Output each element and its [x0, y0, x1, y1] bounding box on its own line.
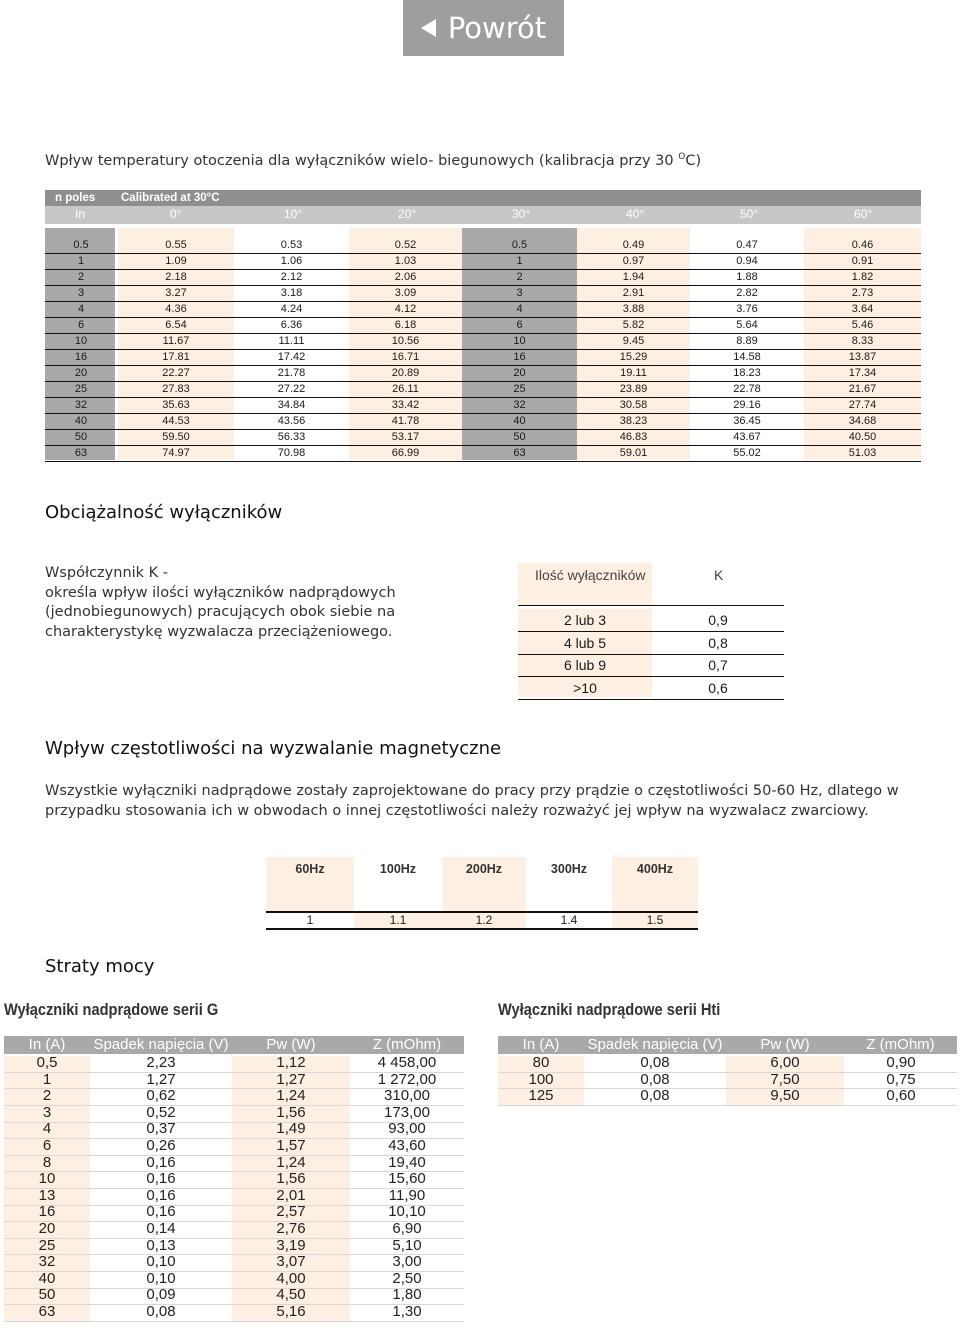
temp-table-row-cell: 16 — [513, 351, 526, 363]
g-table-row-cell: 63 — [38, 1303, 56, 1320]
k-table-row — [518, 632, 784, 655]
g-table-row-cell: 3 — [42, 1103, 52, 1121]
temp-table-row-cell: 8.33 — [851, 335, 874, 347]
g-table-row-cell: 0,62 — [146, 1087, 176, 1105]
g-table-row-cell: 1,56 — [276, 1103, 306, 1121]
temp-table-row-cell: 2.73 — [851, 287, 874, 299]
g-table-row-cell: 32 — [38, 1253, 56, 1271]
freq-col — [354, 857, 442, 911]
g-table-row-cell: 173,00 — [384, 1103, 430, 1121]
temp-table-row-cell: 25 — [74, 383, 88, 395]
g-table-row-cell: 19,40 — [388, 1153, 426, 1171]
temp-table-row-cell: 1.09 — [165, 255, 187, 267]
temp-table-row-cell: 3.88 — [622, 303, 645, 315]
k-table-row-cell: 0,6 — [708, 679, 728, 696]
freq-header: 400Hz — [636, 862, 674, 876]
temp-table-row-cell: 23.89 — [619, 383, 648, 395]
temp-table-row-cell: 2.06 — [394, 271, 417, 283]
freq-bottom-line — [266, 928, 698, 930]
temp-table-row — [45, 381, 921, 398]
g-table-row-cell: 1 — [42, 1070, 52, 1088]
table-hti-title: Wyłączniki nadprądowe serii Hti — [498, 1000, 721, 1019]
temp-table-row-cell: 2 — [516, 271, 523, 283]
temp-table-row-cell: 0.97 — [622, 255, 645, 267]
temp-header-temps — [45, 206, 921, 224]
freq-col — [266, 857, 354, 911]
g-table-row-cell: 2 — [42, 1087, 52, 1105]
freq-value: 1.2 — [475, 913, 493, 927]
k-table-row-cell: 0,7 — [708, 657, 728, 673]
header-temp: 60° — [854, 207, 873, 221]
g-table-row-cell: 0,52 — [146, 1103, 176, 1121]
g-table-row-cell: 0,10 — [146, 1269, 176, 1287]
temp-table-row-cell: 25 — [513, 383, 526, 395]
temp-table-row-cell: 1 — [77, 255, 85, 267]
hti-table-row-cell: 125 — [528, 1087, 554, 1105]
temp-table-row-cell: 21.78 — [277, 367, 306, 379]
temp-table-row-cell: 34.84 — [277, 399, 306, 411]
g-table-row-cell: 3,07 — [276, 1253, 306, 1271]
g-table-row-cell: 2,01 — [276, 1186, 306, 1204]
g-table-row-cell: 0,5 — [36, 1054, 58, 1071]
temp-table-row — [45, 397, 921, 414]
temp-table-row-cell: 27.83 — [162, 383, 190, 395]
g-header — [4, 1036, 464, 1054]
temp-table-row-cell: 4.24 — [280, 303, 303, 315]
hti-table-row-cell: 0,60 — [886, 1087, 916, 1105]
g-table-row-cell: 1,27 — [146, 1070, 176, 1088]
temp-table-row-cell: 1 — [516, 255, 523, 267]
temp-table-row — [45, 269, 921, 286]
temp-table-row-cell: 59.01 — [619, 447, 648, 459]
header-temp: 0° — [170, 207, 182, 221]
k-table-row-cell: 6 lub 9 — [563, 657, 607, 673]
back-button-label: Powrót — [447, 11, 547, 45]
temp-table-row-cell: 2.18 — [165, 271, 187, 283]
temp-table-row-cell: 74.97 — [162, 447, 190, 459]
temp-table-row-cell: 10.56 — [391, 335, 420, 347]
hti-table-row-cell: 0,08 — [640, 1070, 670, 1088]
hti-table-row-cell: 100 — [528, 1070, 554, 1088]
hti-header — [498, 1036, 957, 1054]
g-table-row-cell: 8 — [42, 1153, 52, 1171]
temp-table-row-cell: 30.58 — [619, 399, 648, 411]
temp-table-row-cell: 27.74 — [848, 399, 877, 411]
g-table-row-cell: 0,16 — [146, 1170, 176, 1188]
temp-title-end: C) — [685, 152, 702, 169]
temp-table-row-cell: 11.67 — [162, 335, 190, 347]
temp-table-row-cell: 50 — [74, 431, 88, 443]
k-table-row-cell: >10 — [573, 679, 597, 696]
temp-table-row-cell: 3.27 — [165, 287, 187, 299]
temp-table-row-cell: 0.49 — [622, 239, 645, 251]
loss-table-g — [4, 1036, 464, 1322]
temp-table-row-cell: 40.50 — [848, 431, 877, 443]
freq-value: 1.1 — [389, 913, 407, 927]
g-table-row-cell: 20 — [38, 1220, 56, 1237]
temp-table-row-cell: 3.64 — [851, 303, 874, 315]
temp-table-row-cell: 17.42 — [277, 351, 306, 363]
g-table-row-cell: 310,00 — [384, 1087, 430, 1105]
g-table-row-cell: 1,57 — [276, 1137, 306, 1154]
load-section-title: Obciążalność wyłączników — [45, 502, 283, 523]
temp-table-row-cell: 35.63 — [162, 399, 190, 411]
temp-table-row-cell: 20 — [74, 367, 88, 379]
g-table-row-cell: 1,49 — [276, 1120, 306, 1138]
temp-table-row-cell: 33.42 — [391, 399, 420, 411]
freq-col — [526, 857, 612, 911]
temp-table-row — [45, 317, 921, 334]
temp-table-row-cell: 6.18 — [394, 319, 417, 331]
freq-section-title: Wpływ częstotliwości na wyzwalanie magnetyczne — [45, 738, 502, 759]
freq-header: 300Hz — [550, 862, 588, 876]
g-table-row-cell: 0,14 — [146, 1220, 176, 1237]
g-table-row-cell: 1,12 — [276, 1054, 306, 1071]
k-table-row-cell: 2 lub 3 — [563, 612, 607, 628]
freq-line: przypadku stosowania ich w obwodach o innej częstotliwości należy rozważyć jej wpływ na wyzwalacz zwarciowy. — [45, 803, 869, 819]
temp-table-row-cell: 2 — [77, 271, 85, 283]
temp-table-row — [45, 349, 921, 366]
temp-table-row-cell: 20.89 — [391, 367, 420, 379]
temp-table-row — [45, 445, 921, 462]
temp-table-row-cell: 21.67 — [848, 383, 877, 395]
header-temp: 30° — [512, 207, 531, 221]
g-table-row-cell: 2,50 — [392, 1269, 422, 1287]
freq-value: 1.4 — [560, 913, 578, 927]
temp-table-row-cell: 36.45 — [733, 415, 761, 427]
temp-table-row-cell: 9.45 — [622, 335, 645, 347]
k-table-row-cell: 0,8 — [708, 634, 728, 651]
g-table-row-cell: 1,24 — [276, 1153, 306, 1171]
g-table-row-cell: 0,08 — [146, 1303, 176, 1320]
temp-table-row-cell: 18.23 — [733, 367, 761, 379]
temp-table-row-cell: 0.46 — [851, 239, 874, 251]
temp-table-row-cell: 11.11 — [278, 335, 305, 347]
temp-table-row-cell: 3 — [77, 287, 85, 299]
temp-table-row-cell: 4 — [77, 303, 85, 315]
g-table-row-cell: 0,16 — [146, 1186, 176, 1204]
temp-table-row-cell: 32 — [513, 399, 526, 411]
k-header-line — [518, 605, 784, 606]
temp-table-row-cell: 2.12 — [280, 271, 303, 283]
k-factor-table — [518, 563, 784, 697]
g-table-row-cell: 0,10 — [146, 1253, 176, 1271]
temp-table-row-cell: 1.88 — [736, 271, 758, 283]
g-table-row-cell: 6 — [42, 1137, 52, 1154]
temp-table-row-cell: 22.27 — [162, 367, 190, 379]
g-table-row-cell: 16 — [38, 1203, 56, 1221]
g-table-row-cell: 93,00 — [388, 1120, 426, 1138]
temp-title-sup: O — [678, 152, 686, 162]
temp-table-row-cell: 0.5 — [73, 239, 89, 251]
temp-table-row — [45, 237, 921, 254]
load-line: Współczynnik K - — [45, 565, 169, 581]
header-poles: n poles — [55, 192, 96, 204]
g-table-row-cell: 43,60 — [388, 1137, 426, 1154]
temp-table-row-cell: 4.36 — [165, 303, 187, 315]
temp-section-title — [45, 152, 701, 169]
temp-table-row-cell: 4.12 — [394, 303, 417, 315]
hti-table-row-cell: 80 — [532, 1054, 550, 1071]
temp-table-row-cell: 0.91 — [851, 255, 874, 267]
hti-table-row-cell: 6,00 — [770, 1054, 800, 1071]
temp-table-row-cell: 70.98 — [277, 447, 306, 459]
g-table-row-cell: 4,00 — [276, 1269, 306, 1287]
temp-table-row-cell: 0.5 — [511, 239, 528, 251]
k-header-k: K — [714, 567, 724, 583]
g-table-row-cell: 0,09 — [146, 1286, 176, 1304]
g-table-row-cell: 3,00 — [392, 1253, 422, 1271]
freq-value: 1 — [306, 913, 314, 927]
temp-table-row-cell: 2.91 — [622, 287, 645, 299]
temp-table-row-cell: 1.03 — [394, 255, 417, 267]
g-table-row-cell: 0,13 — [146, 1236, 176, 1254]
temp-table-row-cell: 3.76 — [736, 303, 758, 315]
header-temp: 50° — [740, 207, 759, 221]
header-temp: 10° — [284, 207, 303, 221]
g-table-row-cell: 40 — [38, 1269, 56, 1287]
g-table-row-cell: 0,16 — [146, 1203, 176, 1221]
freq-col — [442, 857, 526, 911]
table-g-title: Wyłączniki nadprądowe serii G — [4, 1000, 219, 1019]
freq-line: Wszystkie wyłączniki nadprądowe zostały zaprojektowane do pracy przy prądzie o częstotliwości 50-60 Hz, dlatego w — [45, 783, 899, 799]
temp-table-row-cell: 56.33 — [277, 431, 306, 443]
g-table-row-cell: 5,10 — [392, 1236, 422, 1254]
g-table-row-cell: 2,57 — [276, 1203, 306, 1221]
hti-header-cell: Pw (W) — [760, 1036, 810, 1053]
temp-table-row-cell: 0.53 — [280, 239, 303, 251]
temp-table-row-cell: 2.82 — [736, 287, 758, 299]
g-header-cell: Spadek napięcia (V) — [93, 1036, 229, 1053]
temp-table-row-cell: 50 — [513, 431, 526, 443]
temp-table-row-cell: 13.87 — [848, 351, 877, 363]
temp-table-row-cell: 0.94 — [736, 255, 758, 267]
hti-table-row-cell: 7,50 — [770, 1070, 800, 1088]
hti-table-row-cell: 9,50 — [770, 1087, 800, 1105]
temp-table-row — [45, 333, 921, 350]
loss-table-hti — [498, 1036, 957, 1106]
freq-header: 100Hz — [379, 862, 417, 876]
temp-table-row-cell: 6.54 — [165, 319, 187, 331]
hti-header-cell: Spadek napięcia (V) — [587, 1036, 723, 1053]
temp-table-row — [45, 429, 921, 446]
temp-table-row-cell: 16.71 — [391, 351, 420, 363]
g-table-row-cell: 1 272,00 — [377, 1070, 437, 1088]
temp-table-row-cell: 0.55 — [165, 239, 187, 251]
loss-section-title: Straty mocy — [45, 956, 155, 977]
temp-table-row-cell: 6 — [516, 319, 523, 331]
g-table-row-cell: 0,16 — [146, 1153, 176, 1171]
temp-table-row-cell: 17.34 — [848, 367, 877, 379]
temp-table-row-cell: 17.81 — [162, 351, 190, 363]
g-table-row-cell: 4 — [42, 1120, 52, 1138]
temp-table-row-cell: 55.02 — [733, 447, 761, 459]
temp-table-row — [45, 413, 921, 430]
g-table-row-cell: 11,90 — [388, 1186, 426, 1204]
temp-table-row — [45, 253, 921, 270]
temp-table-row-cell: 53.17 — [391, 431, 420, 443]
load-line: (jednobiegunowych) pracujących obok siebie na — [45, 604, 396, 620]
temp-table-row-cell: 5.82 — [622, 319, 645, 331]
temp-table-row-cell: 15.29 — [619, 351, 648, 363]
g-header-cell: Z (mOhm) — [372, 1036, 442, 1053]
temp-table-row-cell: 6 — [77, 319, 85, 331]
temp-table-row-cell: 26.11 — [392, 383, 419, 395]
g-table-row-cell: 10 — [38, 1170, 56, 1188]
hti-table-row-cell: 0,08 — [640, 1087, 670, 1105]
temp-table-row-cell: 5.64 — [736, 319, 758, 331]
temp-table-row — [45, 365, 921, 382]
g-table-row-cell: 5,16 — [276, 1303, 306, 1320]
frequency-table — [266, 857, 698, 930]
temp-table-row-cell: 0.47 — [736, 239, 758, 251]
temp-table-row-cell: 51.03 — [848, 447, 877, 459]
k-table-row — [518, 654, 784, 677]
k-table-row-cell: 4 lub 5 — [563, 634, 607, 651]
temp-table-row-cell: 19.11 — [620, 367, 647, 379]
header-temp: 20° — [398, 207, 417, 221]
back-button[interactable] — [403, 0, 564, 56]
temp-table-row-cell: 10 — [513, 335, 526, 347]
temp-table-row-cell: 3 — [516, 287, 523, 299]
temp-table-row-cell: 1.94 — [622, 271, 645, 283]
g-table-row-cell: 1,80 — [392, 1286, 422, 1304]
temp-table-row-cell: 43.67 — [733, 431, 761, 443]
g-table-row-cell: 25 — [38, 1236, 56, 1254]
load-line: charakterystykę wyzwalacza przeciążeniowego. — [45, 623, 393, 640]
temp-table-row-cell: 6.36 — [280, 319, 303, 331]
g-table-row-cell: 3,19 — [276, 1236, 306, 1254]
temp-table-row-cell: 8.89 — [736, 335, 758, 347]
temp-table-row-cell: 66.99 — [391, 447, 420, 459]
k-table-row-cell: 0,9 — [708, 612, 728, 628]
g-table-row-cell: 2,76 — [276, 1220, 306, 1237]
temp-table-row-cell: 44.53 — [162, 415, 190, 427]
temp-table-row-cell: 1.82 — [851, 271, 874, 283]
k-table-row — [518, 609, 784, 632]
temp-table-row-cell: 40 — [513, 415, 526, 427]
temp-table-row-cell: 34.68 — [848, 415, 877, 427]
g-table-row-cell: 4 458,00 — [377, 1054, 437, 1071]
temp-table-row-cell: 32 — [74, 399, 88, 411]
k-table-row — [518, 677, 784, 700]
temp-table-row-cell: 5.46 — [851, 319, 874, 331]
temp-table-row-cell: 20 — [513, 367, 526, 379]
g-table-row-cell: 0,37 — [146, 1120, 176, 1138]
temp-table-row-cell: 3.09 — [394, 287, 417, 299]
temp-table-row — [45, 301, 921, 318]
g-table-row-cell: 15,60 — [388, 1170, 426, 1188]
temp-table-row-cell: 46.83 — [619, 431, 648, 443]
hti-table-row — [498, 1089, 957, 1106]
temp-table-row-cell: 29.16 — [733, 399, 761, 411]
temp-table-row-cell: 22.78 — [733, 383, 761, 395]
temp-table-row-cell: 41.78 — [391, 415, 420, 427]
g-table-row-cell: 1,24 — [276, 1087, 306, 1105]
load-line: określa wpływ ilości wyłączników nadprądowych — [45, 584, 396, 601]
temp-table-row-cell: 63 — [513, 447, 526, 459]
g-table-row-cell: 1,30 — [392, 1303, 422, 1320]
temp-table-row-cell: 43.56 — [277, 415, 306, 427]
hti-header-cell: Z (mOhm) — [866, 1036, 935, 1053]
header-calibrated: Calibrated at 30°C — [121, 192, 220, 204]
temp-table-row — [45, 285, 921, 302]
g-table-row-cell: 13 — [38, 1186, 56, 1204]
header-temp: 40° — [626, 207, 645, 221]
temp-table-row-cell: 16 — [74, 351, 88, 363]
g-table-row-cell: 10,10 — [388, 1203, 426, 1221]
freq-header: 60Hz — [295, 862, 325, 876]
temp-table-row-cell: 38.23 — [619, 415, 648, 427]
load-description — [45, 564, 396, 642]
freq-description — [45, 781, 899, 821]
g-table-row-cell: 50 — [38, 1286, 56, 1304]
temp-title-text: Wpływ temperatury otoczenia dla wyłączników wielo- biegunowych (kalibracja przy 30 — [45, 152, 679, 169]
g-table-row-cell: 6,90 — [392, 1220, 422, 1237]
temp-header-top — [45, 190, 921, 206]
g-table-row — [4, 1305, 464, 1322]
temp-table-row-cell: 14.58 — [733, 351, 761, 363]
temp-table-row-cell: 3.18 — [280, 287, 303, 299]
temp-table-row-cell: 4 — [516, 303, 523, 315]
temp-table-row-cell: 1.06 — [280, 255, 303, 267]
temp-table-row-cell: 40 — [74, 415, 88, 427]
g-table-row-cell: 0,26 — [146, 1137, 176, 1154]
freq-header: 200Hz — [465, 862, 503, 876]
freq-value: 1.5 — [646, 913, 664, 927]
temp-table-row-cell: 63 — [74, 447, 88, 459]
temp-table-row-cell: 59.50 — [162, 431, 190, 443]
hti-table-row-cell: 0,08 — [640, 1054, 670, 1071]
hti-table-row-cell: 0,75 — [886, 1070, 916, 1088]
g-table-row-cell: 1,56 — [276, 1170, 306, 1188]
header-in: In — [75, 207, 86, 221]
hti-table-row-cell: 0,90 — [886, 1054, 916, 1071]
temp-table-row-cell: 0.52 — [394, 239, 417, 251]
g-table-row-cell: 2,23 — [146, 1054, 176, 1071]
temperature-table — [45, 190, 921, 460]
g-table-row-cell: 1,27 — [276, 1070, 306, 1088]
g-header-cell: Pw (W) — [266, 1036, 316, 1053]
temp-table-row-cell: 10 — [74, 335, 88, 347]
temp-table-row-cell: 27.22 — [277, 383, 306, 395]
hti-header-cell: In (A) — [522, 1036, 560, 1053]
g-header-cell: In (A) — [28, 1036, 66, 1053]
freq-col — [612, 857, 698, 911]
back-arrow-icon — [421, 19, 436, 37]
g-table-row-cell: 4,50 — [276, 1286, 306, 1304]
k-header-count: Ilość wyłączników — [535, 567, 646, 583]
